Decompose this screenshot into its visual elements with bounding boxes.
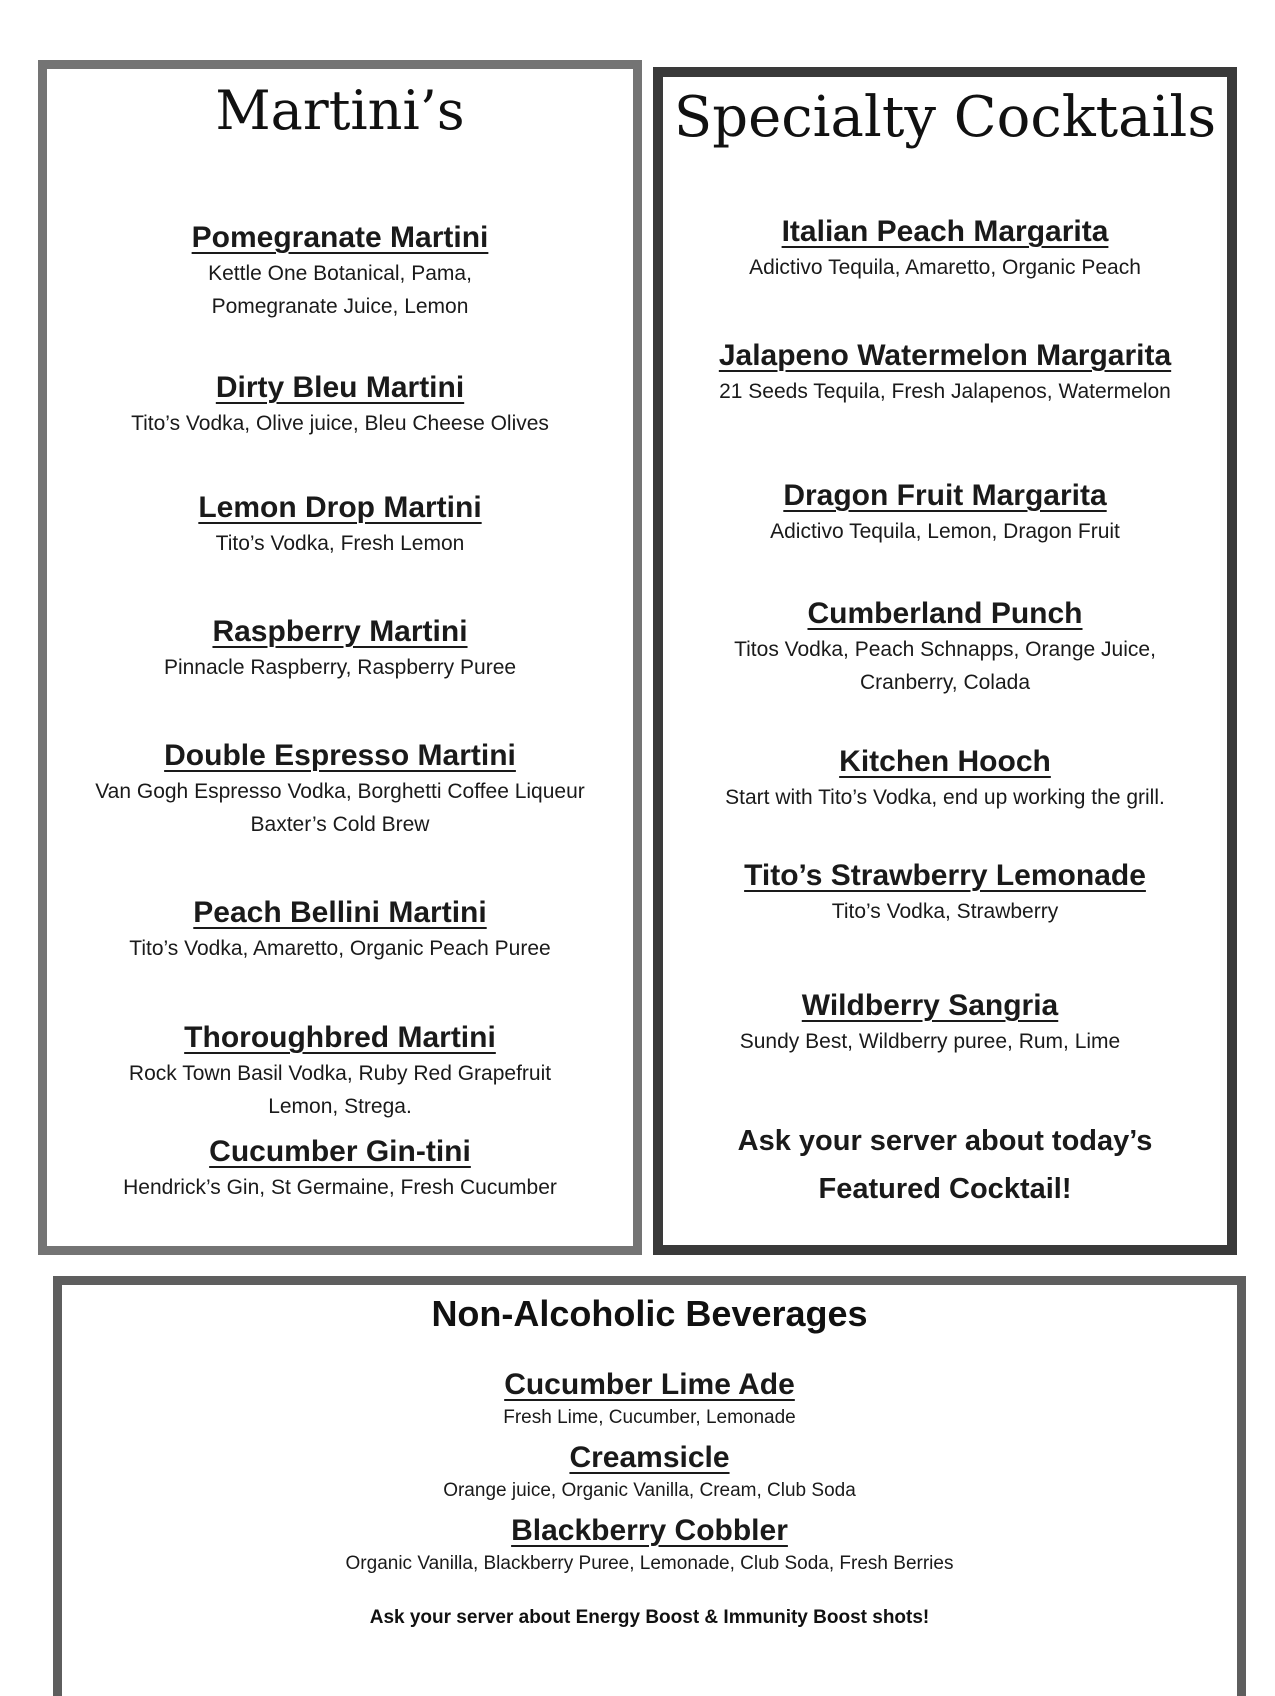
- item-description: Cranberry, Colada: [859, 671, 1031, 694]
- item-name: Raspberry Martini: [212, 615, 468, 648]
- menu-item: [663, 987, 1197, 1058]
- menu-item: [47, 737, 633, 841]
- martinis-title: Martini’s: [215, 79, 465, 142]
- item-name: Cucumber Gin-tini: [209, 1135, 471, 1168]
- item-description: Pinnacle Raspberry, Raspberry Puree: [163, 656, 517, 679]
- menu-item: [47, 489, 633, 560]
- item-description: Pomegranate Juice, Lemon: [211, 295, 469, 318]
- item-description: Van Gogh Espresso Vodka, Borghetti Coffee Liqueur: [95, 780, 585, 803]
- featured-line: Ask your server about today’s: [737, 1125, 1153, 1157]
- item-description: Start with Tito’s Vodka, end up working the grill.: [725, 786, 1165, 809]
- featured-cocktail-note: [663, 1117, 1227, 1213]
- item-description: Orange juice, Organic Vanilla, Cream, Club Soda: [443, 1480, 856, 1501]
- item-name: Double Espresso Martini: [164, 739, 516, 772]
- menu-item: [62, 1440, 1237, 1506]
- item-name: Thoroughbred Martini: [184, 1021, 496, 1054]
- specialty-title: Specialty Cocktails: [673, 85, 1217, 150]
- item-description: Rock Town Basil Vodka, Ruby Red Grapefruit: [128, 1062, 552, 1085]
- menu-item: [62, 1367, 1237, 1433]
- item-description: 21 Seeds Tequila, Fresh Jalapenos, Watermelon: [719, 380, 1171, 403]
- item-description: Tito’s Vodka, Strawberry: [831, 900, 1059, 923]
- menu-item: [62, 1513, 1237, 1579]
- item-description: Adictivo Tequila, Amaretto, Organic Peach: [749, 256, 1141, 279]
- non-alcoholic-panel: [53, 1276, 1246, 1696]
- item-name: Wildberry Sangria: [801, 989, 1059, 1022]
- menu-item: [663, 477, 1227, 548]
- item-description: Kettle One Botanical, Pama,: [208, 262, 472, 285]
- item-description: Lemon, Strega.: [268, 1095, 412, 1118]
- item-name: Dragon Fruit Margarita: [783, 479, 1107, 512]
- menu-item: [47, 219, 633, 323]
- martinis-panel: [38, 60, 642, 1255]
- non-alcoholic-title: Non-Alcoholic Beverages: [431, 1293, 868, 1334]
- item-name: Tito’s Strawberry Lemonade: [744, 859, 1146, 892]
- item-name: Kitchen Hooch: [839, 745, 1051, 778]
- boost-shots-note: Ask your server about Energy Boost & Immunity Boost shots!: [369, 1607, 930, 1628]
- item-name: Lemon Drop Martini: [198, 491, 482, 524]
- item-name: Peach Bellini Martini: [193, 896, 487, 929]
- item-name: Cucumber Lime Ade: [504, 1368, 795, 1401]
- item-description: Sundy Best, Wildberry puree, Rum, Lime: [739, 1030, 1121, 1053]
- item-description: Tito’s Vodka, Amaretto, Organic Peach Puree: [129, 937, 551, 960]
- specialty-cocktails-panel: [653, 67, 1237, 1255]
- item-description: Adictivo Tequila, Lemon, Dragon Fruit: [770, 520, 1120, 543]
- item-description: Hendrick’s Gin, St Germaine, Fresh Cucumber: [123, 1176, 557, 1199]
- item-name: Blackberry Cobbler: [511, 1514, 788, 1547]
- menu-item: [663, 337, 1227, 408]
- item-name: Creamsicle: [569, 1441, 730, 1474]
- item-description: Baxter’s Cold Brew: [250, 813, 430, 836]
- menu-item: [47, 369, 633, 440]
- item-description: Titos Vodka, Peach Schnapps, Orange Juice,: [734, 638, 1156, 661]
- menu-item: [47, 1019, 633, 1123]
- menu-item: [663, 743, 1227, 814]
- item-description: Organic Vanilla, Blackberry Puree, Lemonade, Club Soda, Fresh Berries: [345, 1553, 954, 1574]
- item-name: Dirty Bleu Martini: [215, 371, 465, 404]
- item-description: Fresh Lime, Cucumber, Lemonade: [503, 1407, 796, 1428]
- menu-item: [47, 1133, 633, 1204]
- item-description: Tito’s Vodka, Olive juice, Bleu Cheese Olives: [131, 412, 549, 435]
- item-name: Pomegranate Martini: [191, 221, 489, 254]
- menu-item: [663, 857, 1227, 928]
- menu-item: [663, 213, 1227, 284]
- item-name: Jalapeno Watermelon Margarita: [718, 339, 1172, 372]
- item-name: Cumberland Punch: [807, 597, 1083, 630]
- menu-item: [663, 595, 1227, 699]
- menu-item: [47, 894, 633, 965]
- menu-item: [47, 613, 633, 684]
- item-description: Tito’s Vodka, Fresh Lemon: [215, 532, 465, 555]
- featured-line: Featured Cocktail!: [818, 1173, 1072, 1205]
- item-name: Italian Peach Margarita: [781, 215, 1109, 248]
